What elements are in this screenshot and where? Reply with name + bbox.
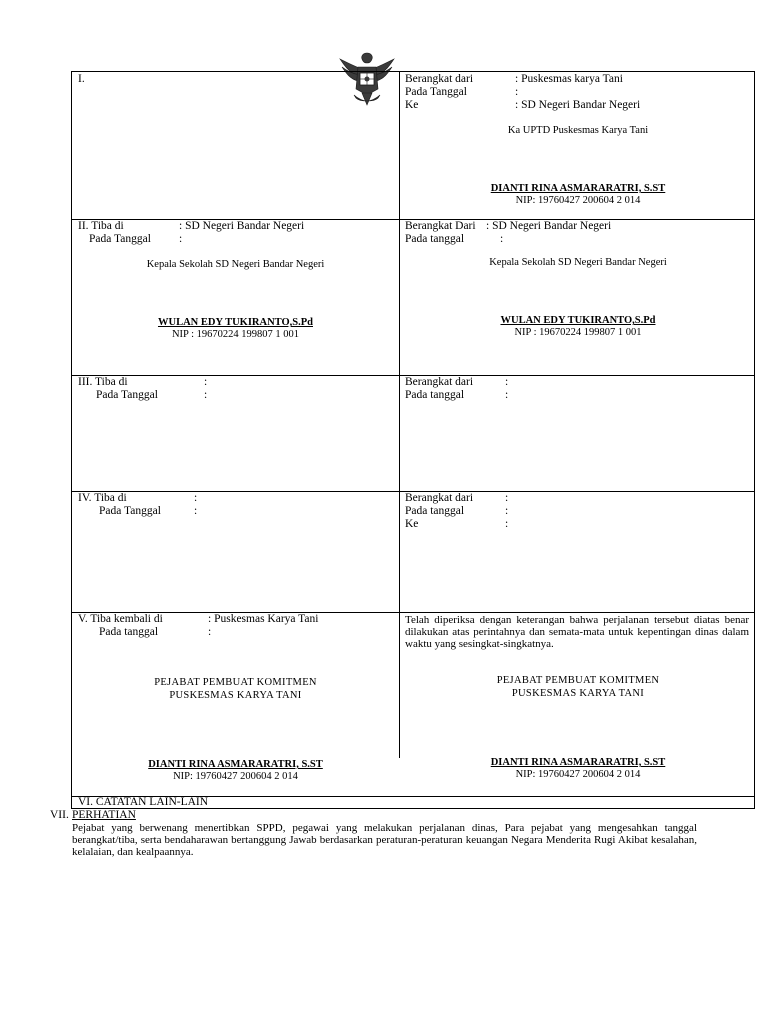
s5-right-nip: NIP: 19760427 200604 2 014 bbox=[515, 769, 641, 780]
s5-left-office-2: PUSKESMAS KARYA TANI bbox=[169, 690, 302, 701]
s5-tiba-value: : Puskesmas Karya Tani bbox=[208, 613, 319, 625]
column-divider bbox=[399, 72, 400, 758]
s7-body: Pejabat yang berwenang menertibkan SPPD, pegawai yang melakukan perjalanan dinas, Para pejabat yang mengesahkan tanggal berangkat/tiba, serta bendaharawan bertanggung Jawab berdasarkan peraturan-peraturan keuangan Negara Menderita Rugi Akibat kesalahan, kelalaian, dan kealpaannya. bbox=[72, 822, 697, 858]
s4-tiba-value: : bbox=[194, 492, 198, 504]
section-1-numeral: I. bbox=[78, 73, 85, 85]
s5-right-signer: DIANTI RINA ASMARARATRI, S.ST bbox=[490, 757, 666, 768]
sppd-form-table bbox=[71, 71, 755, 809]
s1-signer: DIANTI RINA ASMARARATRI, S.ST bbox=[490, 183, 666, 194]
s5-left-office-1: PEJABAT PEMBUAT KOMITMEN bbox=[154, 677, 317, 688]
s2-left-signer: WULAN EDY TUKIRANTO,S.Pd bbox=[157, 317, 313, 328]
s1-tanggal-value: : bbox=[515, 86, 519, 98]
s2-berangkat-value: : SD Negeri Bandar Negeri bbox=[486, 220, 612, 232]
s1-tanggal-label: Pada Tanggal bbox=[405, 86, 467, 98]
row-divider bbox=[72, 612, 754, 613]
s4-tanggal-label: Pada Tanggal bbox=[99, 505, 161, 517]
s1-ke-label: Ke bbox=[405, 99, 419, 111]
s3-tiba-value: : bbox=[204, 376, 208, 388]
s2-tanggal-value: : bbox=[179, 233, 183, 245]
s7-numeral: VII. bbox=[50, 809, 69, 821]
s2-right-tanggal-label: Pada tanggal bbox=[405, 233, 465, 245]
s1-berangkat-value: : Puskesmas karya Tani bbox=[515, 73, 623, 85]
s2-tiba-value: : SD Negeri Bandar Negeri bbox=[179, 220, 305, 232]
s6-title: VI. CATATAN LAIN-LAIN bbox=[78, 796, 209, 808]
s2-left-office: Kepala Sekolah SD Negeri Bandar Negeri bbox=[146, 259, 325, 270]
s5-tanggal-value: : bbox=[208, 626, 212, 638]
s5-right-office-1: PEJABAT PEMBUAT KOMITMEN bbox=[496, 675, 660, 686]
s4-berangkat-label: Berangkat dari bbox=[405, 492, 474, 504]
s3-berangkat-value: : bbox=[505, 376, 509, 388]
s5-right-office-2: PUSKESMAS KARYA TANI bbox=[511, 688, 645, 699]
s1-office: Ka UPTD Puskesmas Karya Tani bbox=[507, 125, 649, 136]
s2-right-office: Kepala Sekolah SD Negeri Bandar Negeri bbox=[489, 257, 667, 268]
s2-tiba-label: II. Tiba di bbox=[78, 220, 124, 232]
s2-left-nip: NIP : 19670224 199807 1 001 bbox=[171, 329, 300, 340]
s1-berangkat-label: Berangkat dari bbox=[405, 73, 474, 85]
s4-right-tanggal-value: : bbox=[505, 505, 509, 517]
s3-tiba-label: III. Tiba di bbox=[78, 376, 128, 388]
s7-title: PERHATIAN bbox=[72, 809, 136, 821]
s3-tanggal-label: Pada Tanggal bbox=[96, 389, 158, 401]
s4-ke-label: Ke bbox=[405, 518, 419, 530]
s5-statement: Telah diperiksa dengan keterangan bahwa perjalanan tersebut diatas benar dilakukan atas perintahnya dan semata-mata untuk kepentingan dinas dalam waktu yang sesingkat-singkatnya. bbox=[405, 614, 749, 650]
s4-right-tanggal-label: Pada tanggal bbox=[405, 505, 465, 517]
s2-right-signer: WULAN EDY TUKIRANTO,S.Pd bbox=[500, 315, 656, 326]
s3-right-tanggal-label: Pada tanggal bbox=[405, 389, 465, 401]
s3-tanggal-value: : bbox=[204, 389, 208, 401]
s1-nip: NIP: 19760427 200604 2 014 bbox=[515, 195, 641, 206]
s2-tanggal-label: Pada Tanggal bbox=[89, 233, 151, 245]
s5-left-signer: DIANTI RINA ASMARARATRI, S.ST bbox=[148, 759, 323, 770]
s5-tiba-label: V. Tiba kembali di bbox=[78, 613, 163, 625]
s4-tiba-label: IV. Tiba di bbox=[78, 492, 127, 504]
s5-left-nip: NIP: 19760427 200604 2 014 bbox=[173, 771, 298, 782]
s4-berangkat-value: : bbox=[505, 492, 509, 504]
s2-right-nip: NIP : 19670224 199807 1 001 bbox=[514, 327, 642, 338]
s2-right-tanggal-value: : bbox=[500, 233, 504, 245]
s4-tanggal-value: : bbox=[194, 505, 198, 517]
s3-berangkat-label: Berangkat dari bbox=[405, 376, 474, 388]
s1-ke-value: : SD Negeri Bandar Negeri bbox=[515, 99, 641, 111]
s2-berangkat-label: Berangkat Dari bbox=[405, 220, 476, 232]
s5-tanggal-label: Pada tanggal bbox=[99, 626, 159, 638]
s3-right-tanggal-value: : bbox=[505, 389, 509, 401]
s4-ke-value: : bbox=[505, 518, 509, 530]
